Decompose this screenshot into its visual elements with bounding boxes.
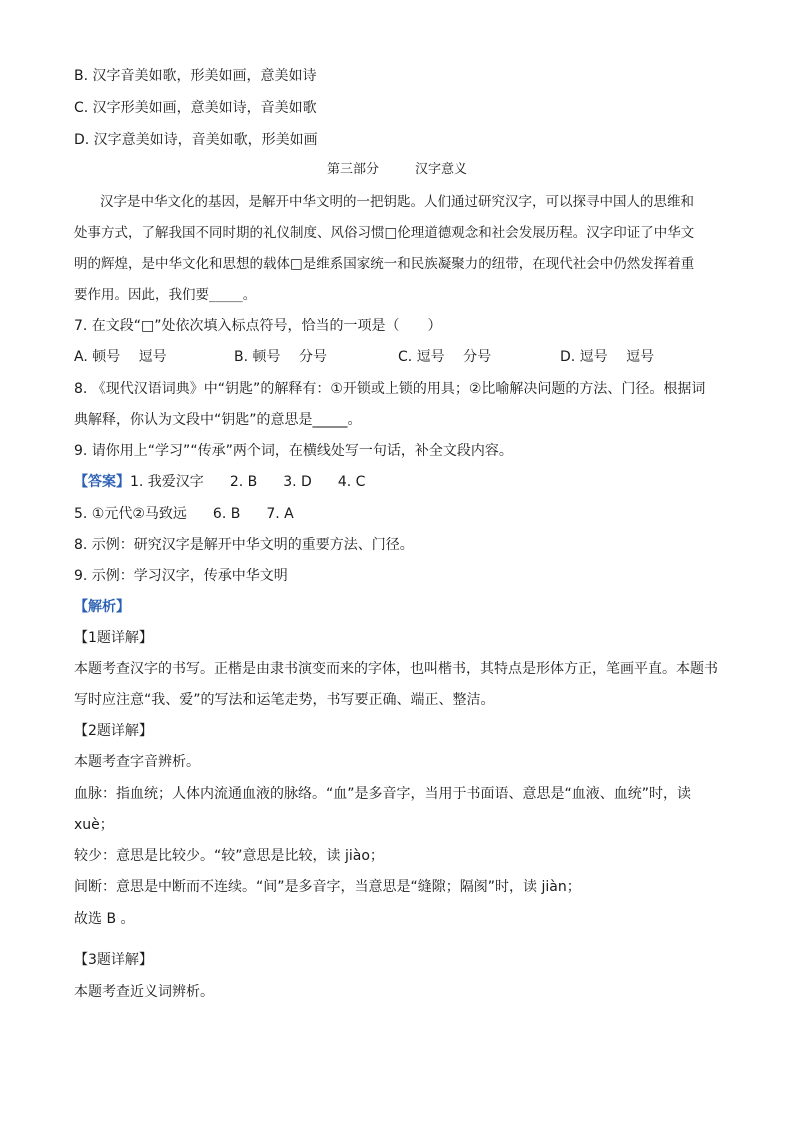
answer-tag: 【答案】 [74, 474, 130, 490]
answer-row-1 [74, 472, 734, 492]
detail-1-text-2: 写时应注意“我、爱”的写法和运笔走势，书写要正确、端正、整洁。 [74, 692, 495, 708]
answer-7: 7. A [266, 506, 294, 522]
option-b: B. 汉字音美如歌，形美如画，意美如诗 [74, 68, 317, 84]
question-9: 9. 请你用上“学习”“传承”两个词，在横线处写一句话，补全文段内容。 [74, 443, 513, 459]
detail-2-text-5: 间断：意思是中断而不连续。“间”是多音字，当意思是“缝隙；隔阂”时，读 jiàn； [74, 879, 581, 895]
question-8-line-2: 典解释，你认为文段中“钥匙”的意思是_____。 [74, 412, 362, 428]
q7-option-a: A. 顿号 逗号 [74, 349, 167, 365]
section-part: 第三部分 [326, 162, 379, 177]
q7-option-c: C. 逗号 分号 [398, 349, 492, 365]
detail-2-text-6: 故选 B 。 [74, 911, 135, 927]
q7-option-b: B. 顿号 分号 [234, 349, 327, 365]
answer-1: 1. 我爱汉字 [130, 474, 204, 490]
answer-row-2 [74, 504, 734, 524]
answer-3: 3. D [283, 474, 312, 490]
answer-4: 4. C [337, 474, 366, 490]
option-d: D. 汉字意美如诗，音美如歌，形美如画 [74, 132, 318, 148]
detail-3-title: 【3题详解】 [74, 952, 153, 968]
question-7-options [74, 347, 734, 367]
passage-line-3: 明的辉煌，是中华文化和思想的载体□是维系国家统一和民族凝聚力的纽带，在现代社会中仍然发挥着重 [74, 256, 695, 272]
answer-9: 9. 示例：学习汉字，传承中华文明 [74, 568, 288, 584]
detail-3-text-1: 本题考查近义词辨析。 [74, 984, 214, 1000]
section-heading [0, 160, 794, 180]
detail-2-title: 【2题详解】 [74, 723, 153, 739]
detail-2-text-1: 本题考查字音辨析。 [74, 754, 200, 770]
detail-2-text-3: xuè； [74, 817, 114, 833]
detail-2-text-2: 血脉：指血统；人体内流通血液的脉络。“血”是多音字，当用于书面语、意思是“血液、血统”时，读 [74, 786, 692, 802]
q7-option-d: D. 逗号 逗号 [560, 349, 655, 365]
detail-2-text-4: 较少：意思是比较少。“较”意思是比较，读 jiào； [74, 848, 384, 864]
option-c: C. 汉字形美如画，意美如诗，音美如歌 [74, 100, 317, 116]
passage-line-4: 要作用。因此，我们要_____。 [74, 287, 257, 303]
section-title: 汉字意义 [415, 162, 468, 177]
answer-6: 6. B [212, 506, 241, 522]
question-8-line-1: 8. 《现代汉语词典》中“钥匙”的解释有：①开锁或上锁的用具；②比喻解决问题的方法、门径。根据词 [74, 381, 706, 397]
answer-8: 8. 示例：研究汉字是解开中华文明的重要方法、门径。 [74, 537, 414, 553]
answer-5: 5. ①元代②马致远 [74, 506, 187, 522]
question-7-stem: 7. 在文段“□”处依次填入标点符号，恰当的一项是（ ） [74, 318, 442, 334]
passage-line-2: 处事方式，了解我国不同时期的礼仪制度、风俗习惯□伦理道德观念和社会发展历程。汉字印证了中华文 [74, 225, 695, 241]
analysis-tag: 【解析】 [74, 599, 130, 615]
detail-1-text-1: 本题考查汉字的书写。正楷是由隶书演变而来的字体，也叫楷书，其特点是形体方正，笔画平直。本题书 [74, 661, 718, 677]
answer-2: 2. B [229, 474, 258, 490]
detail-1-title: 【1题详解】 [74, 630, 153, 646]
passage-line-1: 汉字是中华文化的基因，是解开中华文明的一把钥匙。人们通过研究汉字，可以探寻中国人的思维和 [100, 194, 694, 210]
